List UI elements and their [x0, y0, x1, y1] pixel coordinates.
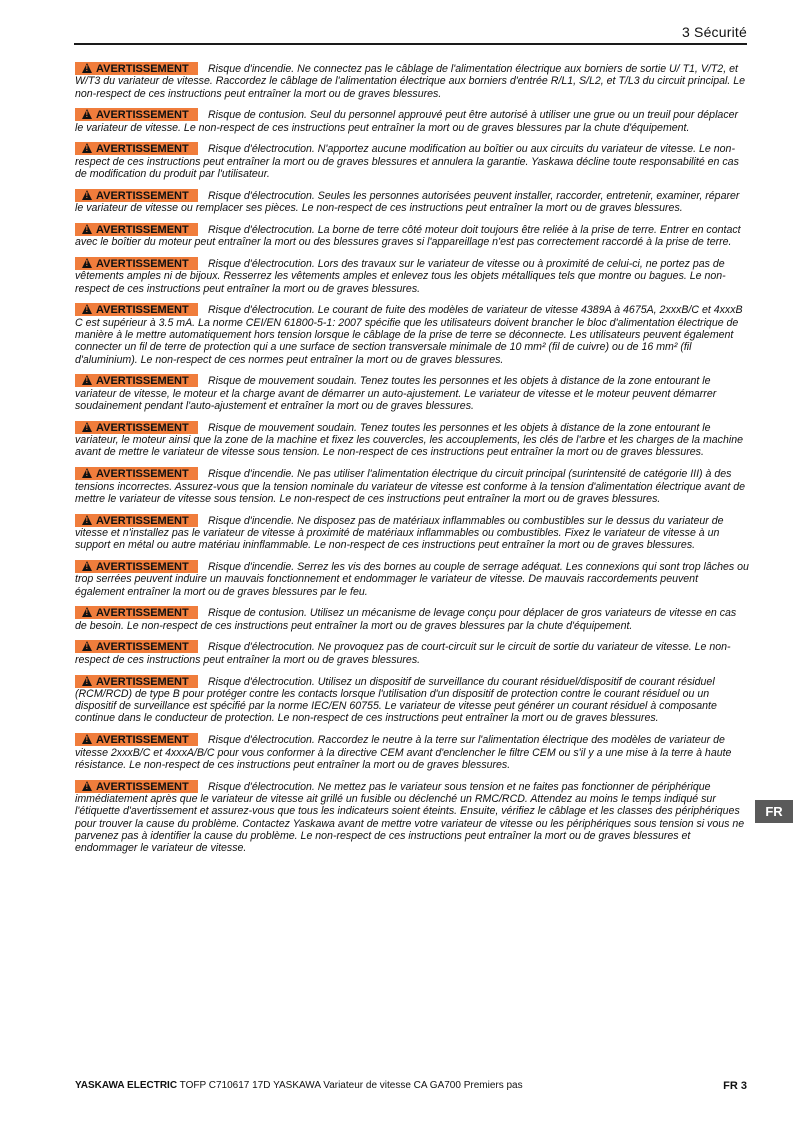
warning-triangle-icon	[82, 607, 92, 617]
warning-item	[75, 675, 749, 725]
warning-triangle-icon	[82, 304, 92, 314]
warning-triangle-icon	[82, 641, 92, 651]
warning-item	[75, 421, 749, 459]
warning-triangle-icon	[82, 190, 92, 200]
warning-text: Risque d'électrocution. Ne provoquez pas de court-circuit sur le circuit de sortie du variateur de vitesse. Le non-respect de ces instructions peut entraîner la mort ou de graves blessures.	[75, 641, 731, 666]
warning-badge-label: AVERTISSEMENT	[96, 143, 189, 156]
warning-item	[75, 514, 749, 552]
warning-text: Risque d'électrocution. Utilisez un dispositif de surveillance du courant résiduel/dispositif de courant résiduel (RCM/RCD) de type B pour protéger contre les contacts lorsque l'utilisation d'un dispositif de protection contre le courant résiduel ou un dispositif de surveillance est spécifié par la norme IEC/EN 60755. Le variateur de vitesse peut générer un courant résiduel à composante continue dans le conducteur de protection. Le non-respect de ces instructions peut entraîner la mort ou de graves blessures.	[75, 675, 717, 725]
warning-badge-label: AVERTISSEMENT	[96, 734, 189, 747]
warning-text: Risque d'incendie. Serrez les vis des bornes au couple de serrage adéquat. Les connexions qui sont trop lâches ou trop serrées peuvent induire un mauvais fonctionnement et endommager le variateur de vitesse. De mauvais raccordements peuvent également entraîner la mort ou de graves blessures par le feu.	[75, 561, 749, 598]
warning-triangle-icon	[82, 375, 92, 385]
warning-badge-label: AVERTISSEMENT	[96, 109, 189, 122]
warning-badge	[75, 514, 198, 527]
warning-text: Risque de mouvement soudain. Tenez toutes les personnes et les objets à distance de la zone entourant le variateur, le moteur ainsi que la zone de la machine et fixez les couvercles, les accouplements, les clés de l'arbre et les charges de la machine avant de mettre le variateur de vitesse sous tension. Le non-respect de ces instructions peut entraîner la mort ou de graves blessures.	[75, 421, 744, 459]
warning-badge-label: AVERTISSEMENT	[96, 514, 189, 527]
warning-item	[75, 733, 749, 771]
warning-text: Risque d'électrocution. Seules les personnes autorisées peuvent installer, raccorder, entretenir, examiner, réparer le variateur de vitesse ou remplacer ses pièces. Le non-respect de ces instructions peut entraîner la mort ou de graves blessures.	[75, 189, 740, 215]
warning-badge	[75, 606, 198, 619]
warnings-list	[75, 62, 749, 863]
warning-badge-label: AVERTISSEMENT	[96, 561, 189, 573]
page-title: 3 Sécurité	[681, 24, 747, 40]
warning-badge	[75, 374, 198, 387]
warning-badge	[75, 62, 198, 75]
warning-text: Risque de mouvement soudain. Tenez toutes les personnes et les objets à distance de la zone entourant le variateur de vitesse, le moteur et la charge avant de démarrer un auto-ajustement. Le variateur de vitesse et le moteur peuvent démarrer soudainement pendant l'auto-ajustement et entraîner la mort ou de graves blessures.	[75, 375, 717, 413]
warning-item	[75, 780, 749, 855]
warning-badge	[75, 223, 198, 236]
warning-badge	[75, 733, 198, 746]
warning-badge-label: AVERTISSEMENT	[96, 304, 189, 317]
warning-text: Risque d'électrocution. Lors des travaux sur le variateur de vitesse ou à proximité de celui-ci, ne portez pas de vêtements amples ni de bijoux. Resserrez les vêtements amples et enlevez tous les objets métalliques tels que montre ou bagues. Le non-respect de ces instructions peut entraîner la mort ou de graves blessures.	[75, 258, 726, 295]
warning-badge-label: AVERTISSEMENT	[96, 375, 189, 388]
warning-text: Risque de contusion. Seul du personnel approuvé peut être autorisé à utiliser une grue ou un treuil pour déplacer le variateur de vitesse. Le non-respect de ces instructions peut entraîner la mort ou de graves blessures par la chute d'équipement.	[75, 109, 739, 134]
warning-badge	[75, 189, 198, 202]
warning-item	[75, 467, 749, 505]
warning-triangle-icon	[82, 63, 92, 73]
warning-badge-label: AVERTISSEMENT	[96, 421, 189, 434]
warning-badge-label: AVERTISSEMENT	[96, 223, 189, 236]
warning-badge-label: AVERTISSEMENT	[96, 675, 189, 688]
warning-badge	[75, 640, 198, 653]
warning-badge-label: AVERTISSEMENT	[96, 641, 189, 654]
warning-item	[75, 303, 749, 365]
warning-triangle-icon	[82, 515, 92, 525]
warning-badge	[75, 780, 198, 793]
warning-triangle-icon	[82, 143, 92, 153]
warning-badge-label: AVERTISSEMENT	[96, 780, 189, 793]
warning-item	[75, 640, 749, 666]
warning-item	[75, 374, 749, 412]
warning-item	[75, 560, 749, 598]
warning-triangle-icon	[82, 468, 92, 478]
warning-badge	[75, 560, 198, 573]
warning-item	[75, 62, 749, 100]
warning-item	[75, 257, 749, 295]
warning-badge	[75, 142, 198, 155]
warning-badge	[75, 467, 198, 480]
warning-item	[75, 108, 749, 134]
warning-triangle-icon	[82, 258, 92, 268]
warning-triangle-icon	[82, 109, 92, 119]
warning-text: Risque d'électrocution. Raccordez le neutre à la terre sur l'alimentation électrique des modèles de variateur de vitesse 2xxxB/C et 4xxxA/B/C pour vous conformer à la directive CEM avant d'enclencher le filtre CEM ou s'il y a une mise à la terre à haute résistance. Le non-respect de ces instructions peut entraîner la mort ou de graves blessures.	[75, 734, 732, 771]
warning-item	[75, 189, 749, 215]
warning-triangle-icon	[82, 561, 92, 571]
warning-item	[75, 223, 749, 249]
warning-text: Risque d'électrocution. N'apportez aucune modification au boîtier ou aux circuits du variateur de vitesse. Le non-respect de ces instructions peut entraîner la mort ou de graves blessures et annulera la garantie. Yaskawa décline toute responsabilité en cas de modification du produit par l'utilisateur.	[75, 143, 739, 181]
warning-badge	[75, 421, 198, 434]
warning-text: Risque d'incendie. Ne connectez pas le câblage de l'alimentation électrique aux borniers de sortie U/ T1, V/T2, et W/T3 du variateur de vitesse. Raccordez le câblage de l'alimentation électrique aux borniers d'entrée R/L1, S/L2, et T/L3 du circuit principal. Le non-respect de ces instructions peut entraîner la mort ou de graves blessures.	[75, 63, 746, 100]
warning-text: Risque d'électrocution. Ne mettez pas le variateur sous tension et ne faites pas fonctionner de périphérique immédiatement après que le variateur de vitesse ait grillé un fusible ou déclenché un RMC/RCD. Attendez au moins le temps indiqué sur l'étiquette d'avertissement et assurez-vous que tous les indicateurs soient éteints. Ensuite, vérifiez le câblage et les classes des périphériques pour trouver la cause du problème. Contactez Yaskawa avant de mettre votre variateur de vitesse ou les périphériques sous tension si vous ne parvenez pas à identifier la cause du problème. Le non-respect de ces instructions peut entraîner la mort ou de graves blessures et endommager le variateur de vitesse.	[75, 780, 745, 855]
warning-triangle-icon	[82, 422, 92, 432]
warning-badge	[75, 108, 198, 121]
warning-badge	[75, 675, 198, 688]
header-divider	[74, 43, 747, 45]
footer-doc-title: TOFP C710617 17D YASKAWA Variateur de vitesse CA GA700 Premiers pas	[179, 1080, 523, 1091]
warning-text: Risque d'électrocution. La borne de terre côté moteur doit toujours être reliée à la prise de terre. Entrer en contact avec le boîtier du moteur peut entraîner la mort ou des blessures graves si l'appareillage n'est pas correctement raccordé à la prise de terre.	[75, 223, 741, 249]
warning-text: Risque de contusion. Utilisez un mécanisme de levage conçu pour déplacer de gros variateurs de vitesse en cas de besoin. Le non-respect de ces instructions peut entraîner la mort ou de graves blessures par la chute d'équipement.	[75, 607, 737, 632]
warning-item	[75, 142, 749, 180]
warning-triangle-icon	[82, 781, 92, 791]
warning-text: Risque d'électrocution. Le courant de fuite des modèles de variateur de vitesse 4389A à 4675A, 2xxxB/C et 4xxxB C est supérieur à 3.5 mA. La norme CEI/EN 61800-5-1: 2007 spécifie que les utilisateurs doivent brancher le bloc d'alimentation électrique de manière à le mettre automatiquement hors tension lorsque le câblage de la prise de terre se déconnecte. Les utilisateurs peuvent également connecter un fil de terre de protection qui a une surface de section transversale minimale de 10 mm² (fil de cuivre) ou de 16 mm² (fil d'aluminium). Le non-respect de ces normes peut entraîner la mort ou de graves blessures.	[75, 304, 743, 366]
warning-item	[75, 606, 749, 632]
warning-badge-label: AVERTISSEMENT	[96, 189, 189, 202]
footer-brand: YASKAWA ELECTRIC	[75, 1080, 178, 1091]
warning-text: Risque d'incendie. Ne disposez pas de matériaux inflammables ou combustibles sur le dessus du variateur de vitesse et n'installez pas le variateur de vitesse à proximité de matériaux inflammables ou combustibles. Fixez le variateur de vitesse à un support en métal ou autre matériau ininflammable. Le non-respect de ces instructions peut entraîner la mort ou de graves blessures.	[75, 514, 724, 552]
warning-badge	[75, 303, 198, 316]
warning-triangle-icon	[82, 734, 92, 744]
warning-text: Risque d'incendie. Ne pas utiliser l'alimentation électrique du circuit principal (surintensité de catégorie III) à des tensions incorrectes. Assurez-vous que la tension nominale du variateur de vitesse est conforme à la tension d'alimentation électrique avant de mettre le variateur de vitesse sous tension. Le non-respect de ces instructions peut entraîner la mort ou de graves blessures.	[75, 468, 745, 505]
warning-badge-label: AVERTISSEMENT	[96, 258, 189, 271]
page-number: FR 3	[723, 1080, 747, 1092]
warning-badge-label: AVERTISSEMENT	[96, 468, 189, 481]
warning-triangle-icon	[82, 676, 92, 686]
language-tab: FR	[755, 800, 793, 823]
warning-triangle-icon	[82, 224, 92, 234]
warning-badge-label: AVERTISSEMENT	[96, 607, 189, 620]
warning-badge-label: AVERTISSEMENT	[96, 63, 189, 75]
warning-badge	[75, 257, 198, 270]
page-footer	[75, 1080, 747, 1092]
